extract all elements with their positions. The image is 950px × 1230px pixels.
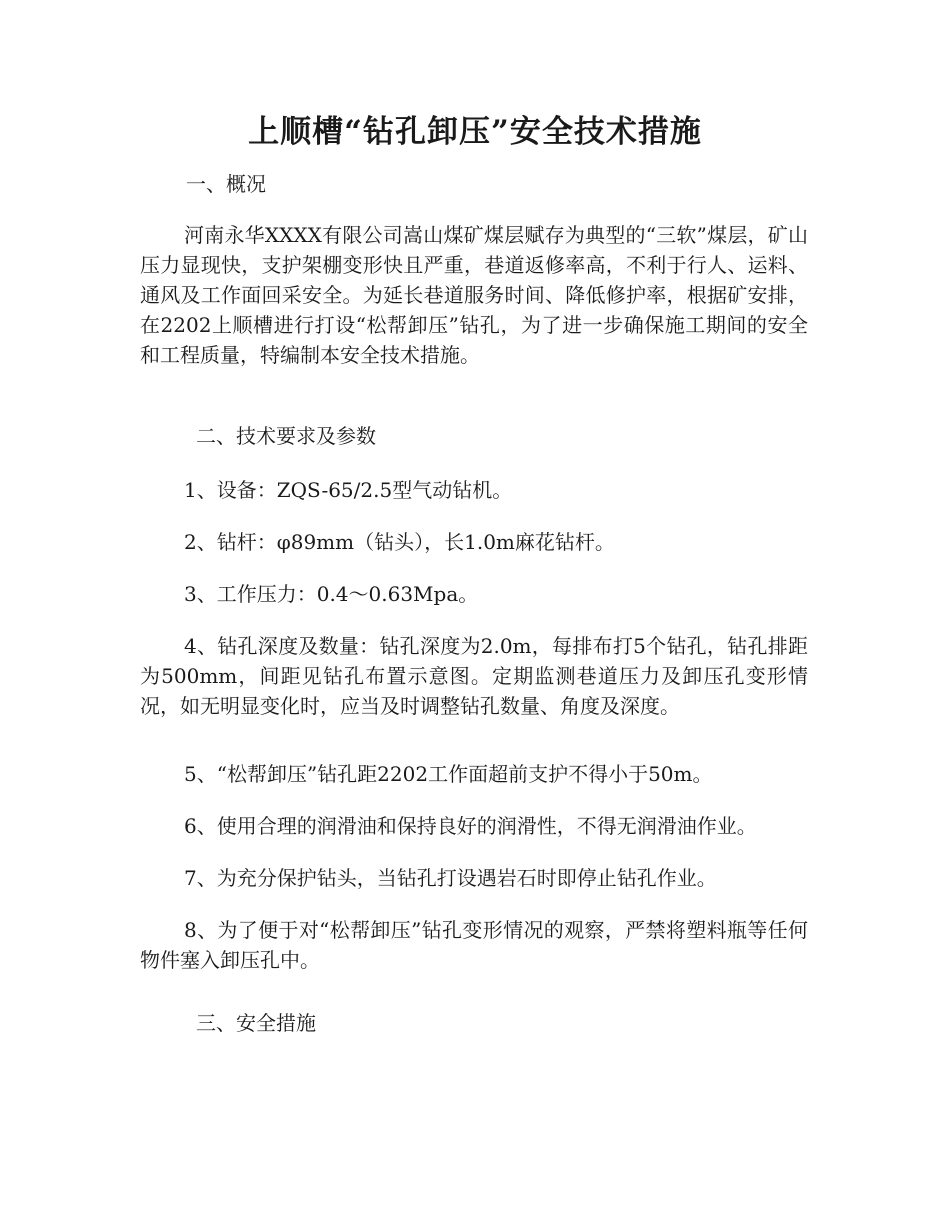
requirement-item: 8、为了便于对“松帮卸压”钻孔变形情况的观察，严禁将塑料瓶等任何物件塞入卸压孔中。	[140, 918, 808, 972]
section-heading-overview: 一、概况	[186, 172, 266, 196]
section-heading-technical-requirements: 二、技术要求及参数	[196, 424, 376, 448]
section-heading-safety-measures: 三、安全措施	[196, 1011, 316, 1035]
requirement-item: 2、钻杆：φ89mm（钻头），长1.0m麻花钻杆。	[184, 530, 615, 554]
overview-paragraph: 河南永华XXXX有限公司嵩山煤矿煤层赋存为典型的“三软”煤层，矿山压力显现快，支护架棚变形快且严重，巷道返修率高，不利于行人、运料、通风及工作面回采安全。为延长巷道服务时间、降低修护率，根据矿安排，在2202上顺槽进行打设“松帮卸压”钻孔，为了进一步确保施工期间的安全和工程质量，特编制本安全技术措施。	[140, 223, 808, 367]
requirement-item: 4、钻孔深度及数量：钻孔深度为2.0m，每排布打5个钻孔，钻孔排距为500mm，间距见钻孔布置示意图。定期监测巷道压力及卸压孔变形情况，如无明显变化时，应当及时调整钻孔数量、角度及深度。	[140, 634, 808, 718]
requirement-item: 3、工作压力：0.4～0.63Mpa。	[184, 582, 479, 606]
requirement-item: 7、为充分保护钻头，当钻孔打设遇岩石时即停止钻孔作业。	[184, 866, 717, 890]
requirement-item: 5、“松帮卸压”钻孔距2202工作面超前支护不得小于50m。	[184, 762, 713, 786]
requirement-item: 6、使用合理的润滑油和保持良好的润滑性，不得无润滑油作业。	[184, 814, 757, 838]
requirement-item: 1、设备：ZQS-65/2.5型气动钻机。	[184, 478, 513, 502]
document-title: 上顺槽“钻孔卸压”安全技术措施	[248, 114, 702, 150]
